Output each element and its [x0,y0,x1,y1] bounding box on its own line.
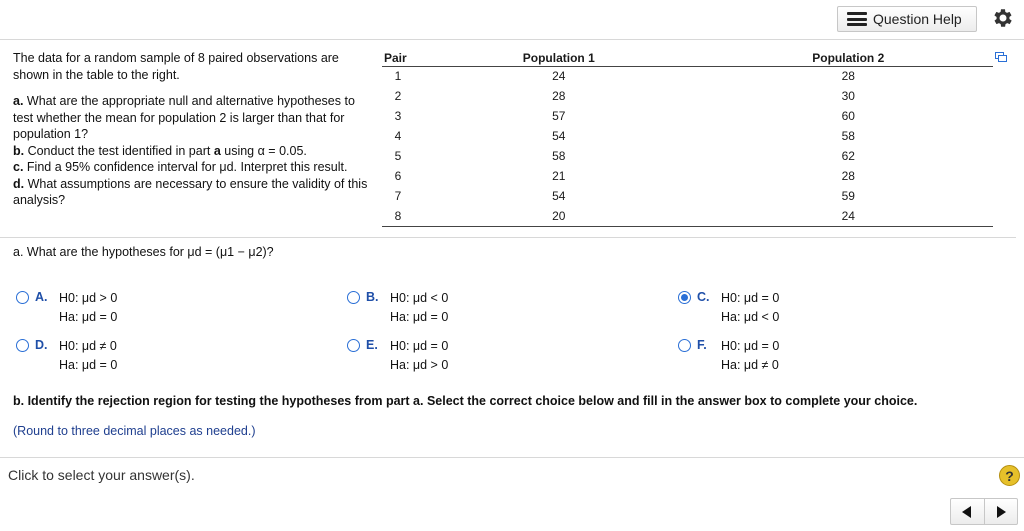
cell-population-2: 59 [841,189,855,203]
choice-letter: D. [35,338,48,352]
alternative-hypothesis: Ha: μd ≠ 0 [721,358,779,372]
radio-button[interactable] [678,291,691,304]
cell-population-1: 54 [552,129,566,143]
problem-intro: The data for a random sample of 8 paired observations are shown in the table to the right. [13,51,339,82]
next-button[interactable] [985,499,1018,524]
choice-letter: A. [35,290,48,304]
hypotheses [59,337,117,375]
cell-pair: 7 [394,189,402,203]
status-text: Click to select your answer(s). [8,467,195,483]
choice-letter: E. [366,338,378,352]
problem-statement [13,50,373,209]
choice-c[interactable] [678,289,779,327]
hypotheses [59,289,117,327]
cell-population-1: 58 [552,149,566,163]
help-icon[interactable]: ? [999,465,1020,486]
radio-button[interactable] [678,339,691,352]
header-pair: Pair [382,50,414,66]
cell-pair: 1 [394,69,402,84]
null-hypothesis: H0: μd ≠ 0 [59,339,117,353]
cell-pair: 8 [382,206,414,226]
table-row [382,86,993,106]
question-help-button[interactable] [837,6,977,32]
radio-button[interactable] [347,339,360,352]
choice-letter: F. [697,338,707,352]
table-row [382,126,993,146]
cell-population-1: 24 [552,69,566,84]
choice-f[interactable] [678,337,779,375]
header-population-2: Population 2 [704,50,994,66]
cell-population-2: 28 [841,69,855,84]
top-bar [0,0,1024,40]
bottom-bar [0,457,1024,531]
null-hypothesis: H0: μd = 0 [721,291,780,305]
navigation-buttons [950,498,1018,525]
cell-pair: 5 [394,149,402,163]
gear-icon[interactable] [990,6,1014,30]
alternative-hypothesis: Ha: μd < 0 [721,310,780,324]
radio-button[interactable] [16,339,29,352]
question-a-prompt: a. What are the hypotheses for μd = (μ1 − μ2)? [13,245,274,259]
question-b-prompt: b. Identify the rejection region for testing the hypotheses from part a. Select the correct choice below and fill in the answer box to complete your choice. [13,394,918,408]
cell-pair: 3 [394,109,402,123]
cell-population-1: 54 [552,189,566,203]
cell-population-1: 57 [552,109,566,123]
cell-population-2: 62 [841,149,855,163]
problem-part-d: d. What assumptions are necessary to ensure the validity of this analysis? [13,176,368,207]
arrow-right-icon [996,506,1006,518]
null-hypothesis: H0: μd > 0 [59,291,118,305]
hypotheses [390,337,448,375]
cell-pair: 6 [394,169,402,183]
data-table [382,50,993,227]
table-row [382,146,993,166]
table-header-row [382,50,993,66]
question-help-label: Question Help [873,11,962,27]
hypotheses [721,289,779,327]
choice-d[interactable] [16,337,117,375]
null-hypothesis: H0: μd < 0 [390,291,449,305]
table-row [382,166,993,186]
table-row [382,206,993,226]
radio-button[interactable] [347,291,360,304]
cell-pair: 2 [394,89,402,103]
cell-population-2: 58 [841,129,855,143]
problem-part-c: c. Find a 95% confidence interval for μd. Interpret this result. [13,160,348,174]
hypotheses [390,289,448,327]
radio-button[interactable] [16,291,29,304]
cell-population-1: 20 [414,206,704,226]
section-divider [0,237,1016,238]
alternative-hypothesis: Ha: μd = 0 [59,310,118,324]
choice-letter: C. [697,290,710,304]
alternative-hypothesis: Ha: μd = 0 [59,358,118,372]
alternative-hypothesis: Ha: μd > 0 [390,358,449,372]
copy-table-icon[interactable] [995,52,1007,62]
choice-b[interactable] [347,289,448,327]
problem-part-b: b. Conduct the test identified in part a using α = 0.05. [13,143,307,158]
table-row [382,66,993,86]
list-icon [847,12,867,26]
cell-population-2: 30 [841,89,855,103]
header-population-1: Population 1 [414,50,704,66]
cell-population-2: 24 [704,206,994,226]
choice-letter: B. [366,290,379,304]
choice-e[interactable] [347,337,448,375]
rounding-note: (Round to three decimal places as needed.) [13,424,256,438]
previous-button[interactable] [951,499,985,524]
problem-part-a: a. What are the appropriate null and alternative hypotheses to test whether the mean for population 2 is larger than that for population 1? [13,94,355,141]
arrow-left-icon [962,506,972,518]
cell-population-2: 28 [841,169,855,183]
cell-population-1: 28 [552,89,566,103]
cell-population-1: 21 [552,169,566,183]
table-row [382,186,993,206]
table-row [382,106,993,126]
null-hypothesis: H0: μd = 0 [390,339,449,353]
hypotheses [721,337,779,375]
cell-pair: 4 [394,129,402,143]
choice-a[interactable] [16,289,117,327]
null-hypothesis: H0: μd = 0 [721,339,780,353]
cell-population-2: 60 [841,109,855,123]
alternative-hypothesis: Ha: μd = 0 [390,310,449,324]
